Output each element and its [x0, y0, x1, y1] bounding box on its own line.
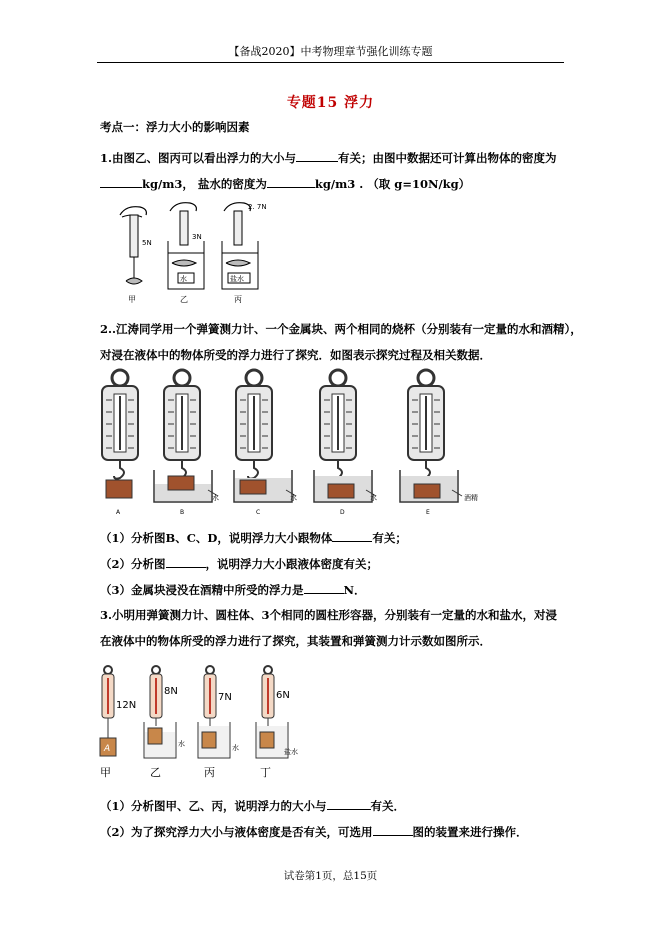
- page-header: 【备战2020】中考物理章节强化训练专题: [228, 45, 433, 58]
- q1-reading-jia: 5N: [142, 239, 152, 247]
- header-divider: [97, 62, 564, 63]
- svg-text:盐水: 盐水: [284, 748, 298, 756]
- q2-sub1: （1）分析图B、C、D，说明浮力大小跟物体 有关；: [100, 531, 407, 545]
- q3-reading-yi: 8N: [164, 686, 178, 697]
- q2-line2: 对浸在液体中的物体所受的浮力进行了探究．如图表示探究过程及相关数据．: [100, 348, 491, 362]
- svg-text:D: D: [340, 509, 345, 516]
- q3-reading-jia: 12N: [116, 700, 137, 711]
- page-footer: 试卷第1页，总15页: [283, 870, 378, 882]
- q2-setup-a: [102, 370, 138, 516]
- q1-figure: [108, 197, 298, 309]
- q2-setup-e: [400, 370, 478, 516]
- svg-text:丙: 丙: [234, 295, 242, 304]
- q1-setup-yi: [168, 203, 204, 304]
- svg-text:水: 水: [290, 494, 297, 502]
- q2-setup-d: [314, 370, 377, 516]
- q3-sub2: （2）为了探究浮力大小与液体密度是否有关，可选用 图的装置来进行操作．: [100, 825, 528, 839]
- svg-text:丁: 丁: [260, 766, 271, 779]
- page-title: 专题15 浮力: [286, 95, 375, 111]
- svg-text:酒精: 酒精: [464, 494, 478, 502]
- q3-reading-ding: 6N: [276, 690, 290, 701]
- q3-sub1: （1）分析图甲、乙、丙，说明浮力的大小与 有关．: [100, 799, 405, 813]
- q2-sub2: （2）分析图 ，说明浮力大小跟液体密度有关；: [100, 557, 379, 571]
- svg-text:甲: 甲: [128, 295, 136, 304]
- q3-line1: 3.小明用弹簧测力计、圆柱体、3个相同的圆柱形容器，分别装有一定量的水和盐水，对浸: [100, 608, 558, 622]
- svg-text:甲: 甲: [100, 766, 111, 779]
- q1-setup-bing: [222, 203, 267, 304]
- svg-text:水: 水: [212, 494, 219, 502]
- svg-text:C: C: [256, 509, 261, 516]
- q1-reading-bing: 2. 7N: [248, 203, 267, 211]
- q3-figure: [94, 664, 314, 786]
- q3-setup-jia: [100, 666, 136, 779]
- q3-line2: 在液体中的物体所受的浮力进行了探究，其装置和弹簧测力计示数如图所示．: [100, 634, 491, 648]
- q2-line1: 2..江涛同学用一个弹簧测力计、一个金属块、两个相同的烧杯（分别装有一定量的水和酒精），: [100, 322, 582, 336]
- q2-setup-b: [154, 370, 219, 516]
- q2-figure: [100, 366, 490, 516]
- svg-text:盐水: 盐水: [230, 275, 244, 283]
- q1-blank-3[interactable]: [267, 176, 315, 188]
- q2-setup-c: [234, 370, 297, 516]
- svg-text:水: 水: [178, 740, 185, 748]
- q3-reading-bing: 7N: [218, 692, 232, 703]
- q1-setup-jia: [120, 207, 152, 304]
- svg-text:乙: 乙: [150, 766, 161, 779]
- svg-text:B: B: [180, 509, 185, 516]
- q1-blank-2[interactable]: [100, 176, 142, 188]
- q3-blank-2[interactable]: [373, 824, 413, 836]
- q1-blank-1[interactable]: [296, 150, 338, 162]
- q2-blank-3[interactable]: [304, 582, 344, 594]
- q2-blank-2[interactable]: [166, 556, 206, 568]
- q3-setup-yi: [144, 666, 185, 779]
- svg-text:水: 水: [180, 275, 187, 283]
- q1-reading-yi: 3N: [192, 233, 202, 241]
- q2-blank-1[interactable]: [332, 530, 372, 542]
- svg-text:乙: 乙: [180, 295, 188, 304]
- q3-setup-bing: [198, 666, 239, 779]
- q2-sub3: （3）金属块浸没在酒精中所受的浮力是 N．: [100, 583, 366, 597]
- section-heading: 考点一：浮力大小的影响因素: [100, 120, 250, 134]
- q3-blank-1[interactable]: [327, 798, 371, 810]
- svg-text:水: 水: [232, 744, 239, 752]
- svg-text:E: E: [426, 509, 430, 516]
- svg-text:A: A: [116, 509, 121, 516]
- q1-line2: kg/m3， 盐水的密度为 kg/m3 . （取 g=10N/kg）: [100, 176, 470, 191]
- svg-text:丙: 丙: [204, 766, 215, 779]
- q1-line1: 1.由图乙、图丙可以看出浮力的大小与 有关；由图中数据还可计算出物体的密度为: [100, 151, 557, 165]
- svg-text:水: 水: [370, 494, 377, 502]
- q3-setup-ding: [256, 666, 298, 779]
- svg-text:A: A: [104, 744, 111, 754]
